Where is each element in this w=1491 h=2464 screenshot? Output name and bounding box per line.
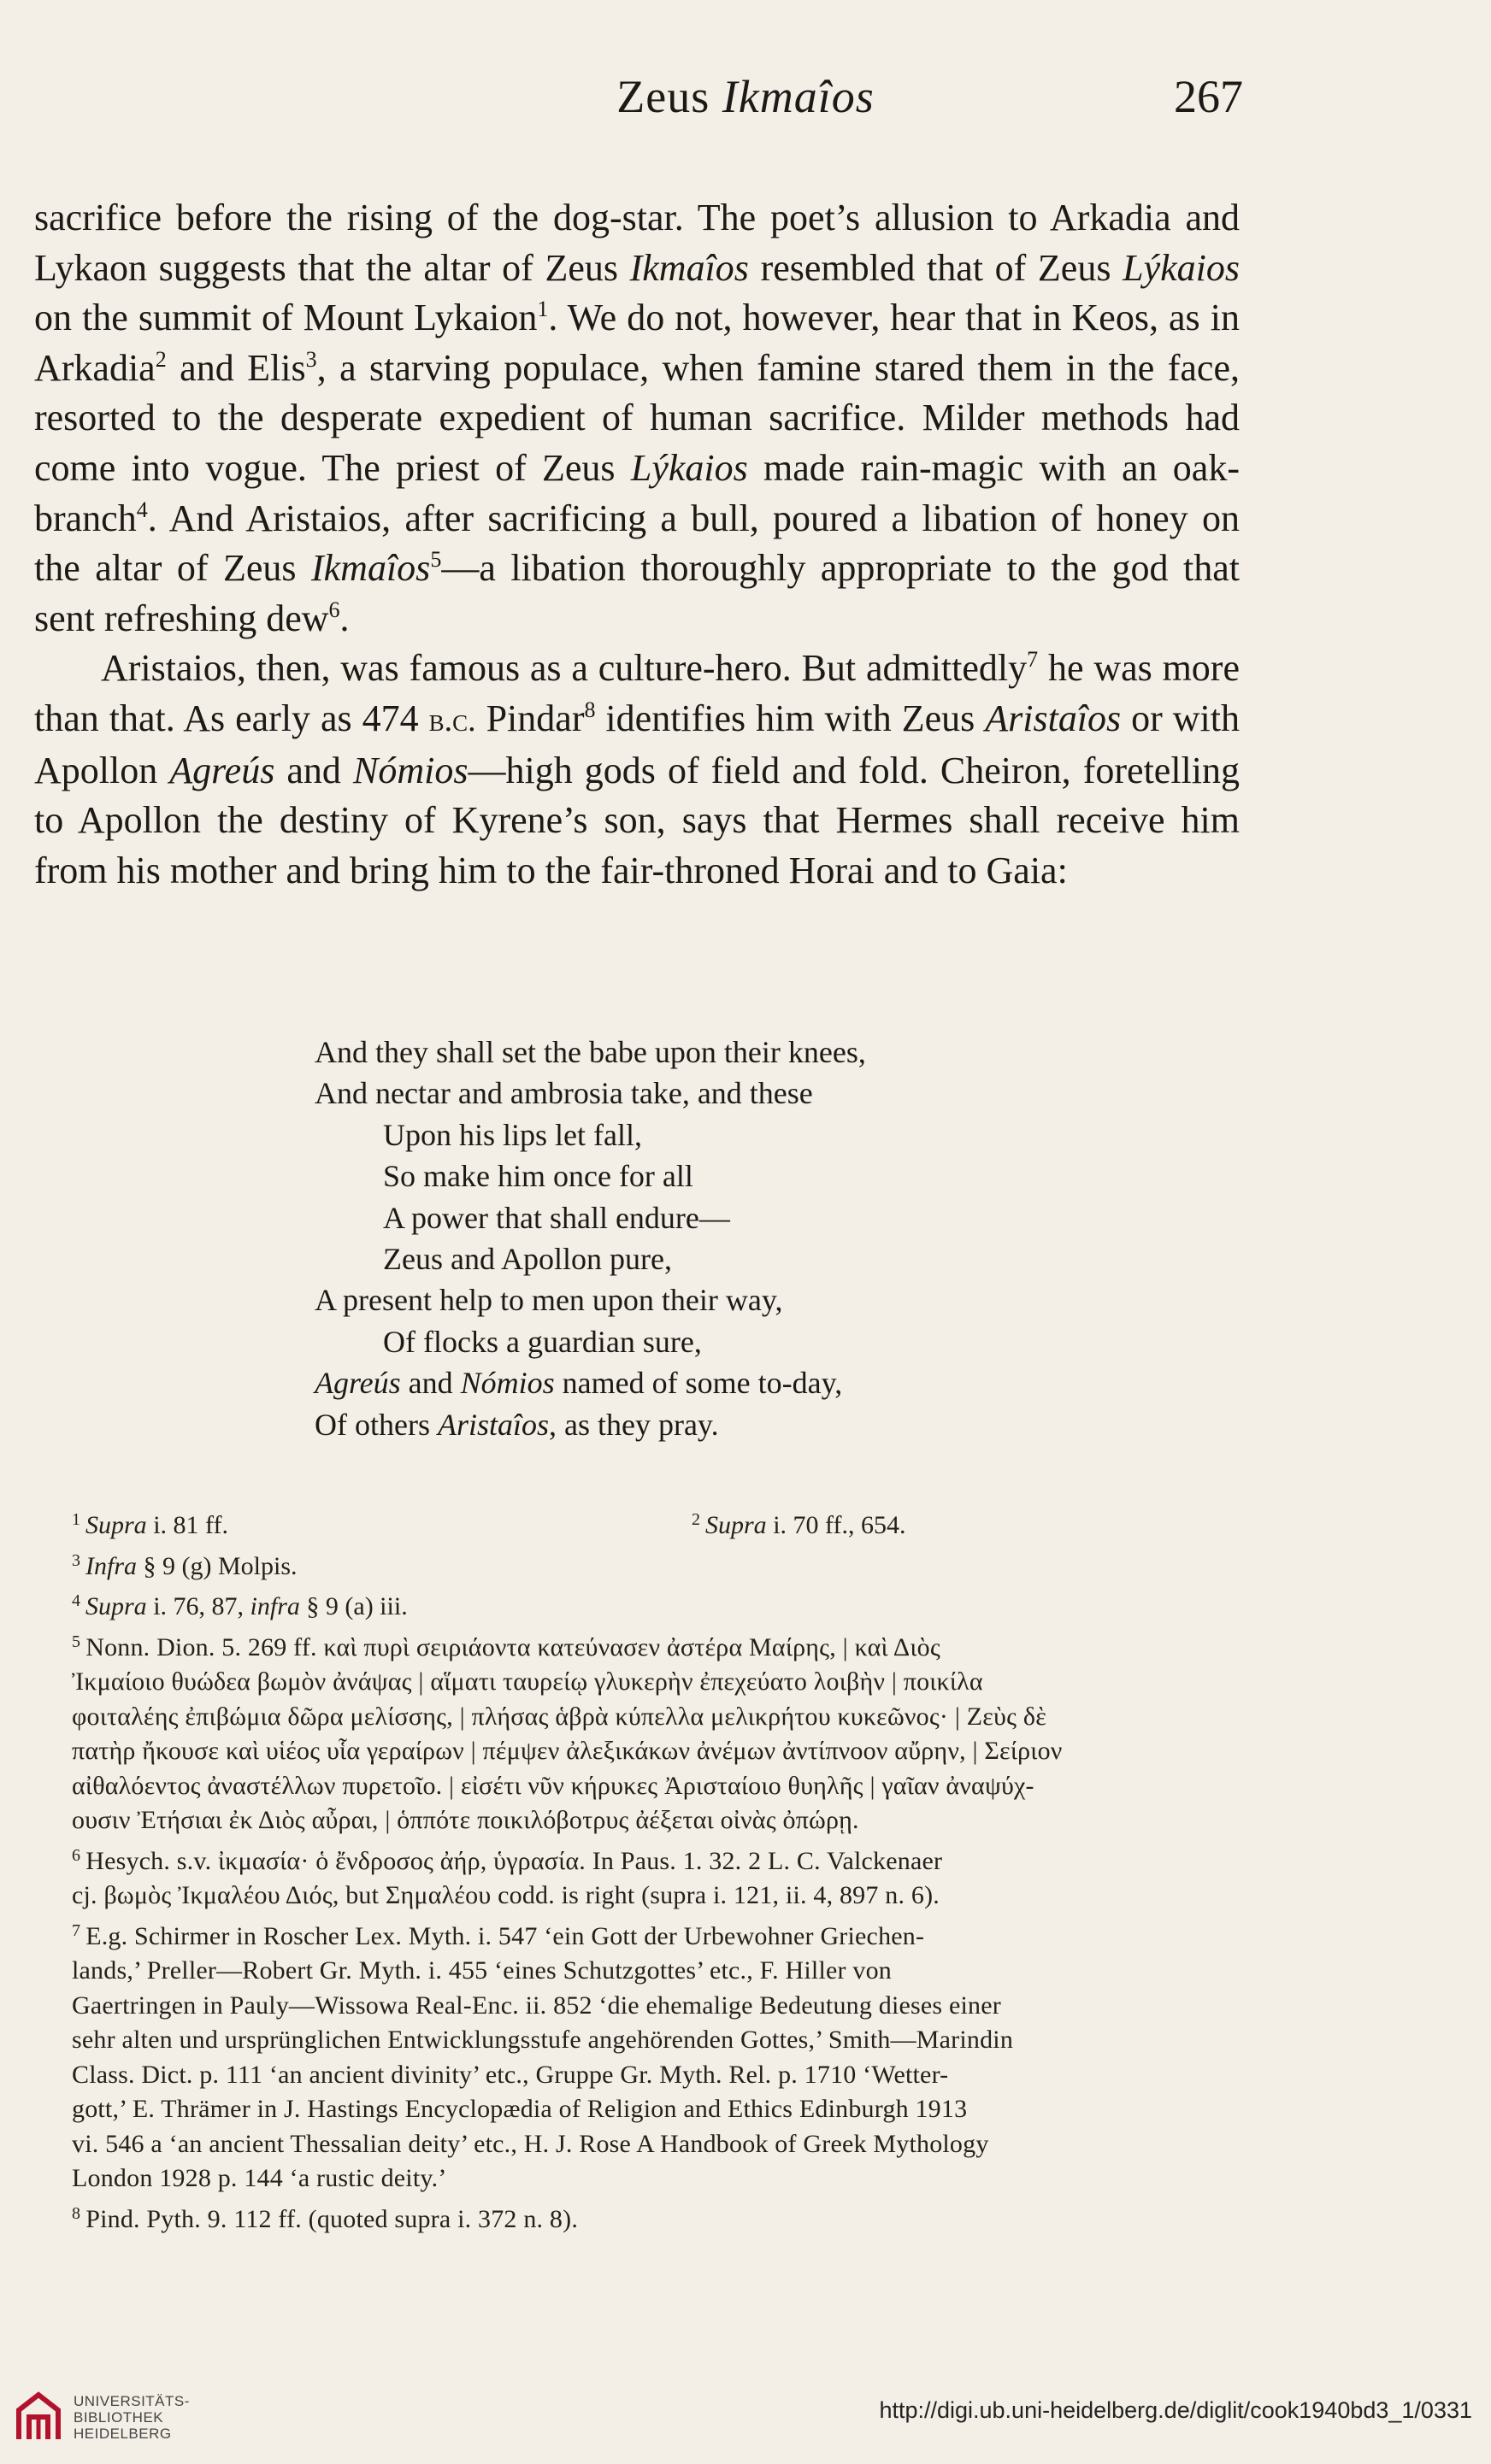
- italic-term: Agreús: [169, 749, 275, 791]
- poem-text: Of others: [315, 1407, 438, 1442]
- source-url[interactable]: http://digi.ub.uni-heidelberg.de/diglit/cook1940bd3_1/0331: [879, 2397, 1472, 2423]
- text-run: identifies him with Zeus: [595, 697, 986, 739]
- text-run: , a starving populace, when famine stared them in the face, resorted to the desperate expedient of human sacrifice. Milder methods had come into vogue. The priest of Zeus: [34, 346, 1240, 489]
- small-caps-text: b.c.: [428, 702, 476, 738]
- footnote-line: [72, 2127, 1247, 2162]
- footnote-text: Hesych. s.v. ἰκμασία· ὁ ἔνδροσος ἀήρ, ὑγρασία. In Paus. 1. 32. 2 L. C. Valckenaer: [85, 1846, 943, 1875]
- paragraph-2: [34, 644, 1240, 896]
- italic-term: Lýkaios: [630, 446, 748, 489]
- text-run: made rain-magic with an oak-branch: [34, 446, 1240, 539]
- footnote-line: [72, 1989, 1247, 2024]
- footnote-ref: Supra: [85, 1511, 147, 1539]
- footnote-ref: Supra: [705, 1511, 767, 1539]
- footnote-line: [72, 1954, 1247, 1989]
- footnote-line: [72, 2196, 1247, 2238]
- footnote-marker: 1: [537, 297, 549, 322]
- footnote-4: [72, 1584, 1247, 1625]
- poem-line: Upon his lips let fall,: [383, 1117, 642, 1152]
- text-run: . And Aristaios, after sacrificing a bull, poured a libation of honey on the altar of Zeus: [34, 497, 1240, 590]
- footnote-7: [72, 1914, 1247, 2196]
- paragraph-1: [34, 193, 1240, 644]
- footnote-text: i. 76, 87,: [146, 1592, 250, 1620]
- text-run: —high gods of field and fold. Cheiron, foretelling to Apollon the destiny of Kyrene’s son, says that Hermes shall receive him from his mother and bring him to the fair-throned Horai and to Gaia:: [34, 749, 1240, 891]
- poem-line: [315, 1362, 1084, 1403]
- text-run: .: [339, 597, 350, 639]
- italic-term: Aristaîos: [985, 697, 1122, 739]
- footnote-line: [72, 1625, 1247, 1666]
- italic-term: Ikmaîos: [629, 246, 749, 289]
- poem-line: A present help to men upon their way,: [315, 1283, 783, 1318]
- footnote-number: 3: [72, 1550, 80, 1570]
- footnote-text: sehr alten und ursprünglichen Entwicklungsstufe angehörenden Gottes,’ Smith—Marindin: [72, 2026, 1014, 2054]
- footnote-number: 8: [72, 2203, 81, 2223]
- footnote-line: [72, 1803, 1247, 1838]
- text-run: he was more than that. As early as 474: [34, 647, 1240, 739]
- footnote-text: i. 81 ff.: [146, 1511, 228, 1539]
- poem-italic: Nómios: [460, 1366, 555, 1401]
- verse-quotation: [315, 1032, 1084, 1445]
- text-run: . We do not, however, hear that in Keos, as in Arkadia: [34, 297, 1240, 389]
- footnote-number: 6: [72, 1845, 81, 1865]
- footnote-3: [72, 1544, 1247, 1585]
- footnote-1: [72, 1511, 228, 1539]
- footnote-5: [72, 1625, 1247, 1838]
- footnote-ref: infra: [250, 1592, 300, 1620]
- footnote-number: 2: [692, 1510, 700, 1529]
- page-title: [0, 70, 1491, 123]
- footnote-1-2: [72, 1503, 1247, 1544]
- footnote-ref: Infra: [85, 1551, 137, 1580]
- footnote-ref: Supra: [85, 1592, 147, 1620]
- footnote-text: Nonn. Dion. 5. 269 ff. καὶ πυρὶ σειριάοντα κατεύνασεν ἀστέρα Μαίρης, | καὶ Διὸς: [85, 1632, 940, 1661]
- italic-term: Ikmaîos: [311, 547, 431, 590]
- italic-term: Nómios: [353, 749, 469, 791]
- text-run: Pindar: [475, 697, 585, 739]
- footnote-line: [72, 1879, 1247, 1914]
- footnote-marker: 4: [136, 497, 148, 522]
- poem-line: And nectar and ambrosia take, and these: [315, 1076, 813, 1111]
- footnote-text: αἰθαλόεντος ἀναστέλλων πυρετοῖο. | εἰσέτι νῦν κήρυκες Ἀρισταίοιο θυηλῆς | γαῖαν ἀναψύχ-: [72, 1771, 1034, 1800]
- footnote-marker: 3: [305, 346, 317, 372]
- footnote-line: [72, 1914, 1247, 1955]
- poem-line: Zeus and Apollon pure,: [383, 1242, 672, 1277]
- text-run: and Elis: [166, 346, 306, 389]
- library-name-line: HEIDELBERG: [74, 2426, 172, 2442]
- footnote-text: gott,’ E. Thrämer in J. Hastings Encyclopædia of Religion and Ethics Edinburgh 1913: [72, 2095, 968, 2123]
- poem-line: And they shall set the babe upon their knees,: [315, 1035, 866, 1069]
- poem-line: A power that shall endure—: [383, 1200, 730, 1235]
- footnote-line: [72, 2092, 1247, 2127]
- footnote-line: [72, 2058, 1247, 2093]
- footnote-line: [72, 1769, 1247, 1804]
- title-italic: Ikmaîos: [722, 71, 875, 122]
- footnotes: [72, 1503, 1247, 2237]
- poem-text: and: [400, 1366, 461, 1401]
- poem-text: , as they pray.: [549, 1407, 719, 1442]
- footnote-text: London 1928 p. 144 ‘a rustic deity.’: [72, 2164, 447, 2192]
- footnote-text: πατὴρ ἤκουσε καὶ υἱέος υἷα γεραίρων | πέμψεν ἀλεξικάκων ἀνέμων ἀντίπνοον αὔρην, | Σείριον: [72, 1737, 1063, 1765]
- footnote-line: [72, 1665, 1247, 1700]
- text-run: or with Apollon: [34, 697, 1240, 791]
- footnote-6: [72, 1838, 1247, 1914]
- running-head: [0, 70, 1491, 147]
- footnote-line: [72, 1700, 1247, 1735]
- footnote-line: [72, 1838, 1247, 1879]
- poem-italic: Aristaîos: [437, 1407, 549, 1442]
- footnote-text: ουσιν Ἐτήσιαι ἐκ Διὸς αὖραι, | ὁππότε ποικιλόβοτρυς ἀέξεται οἰνὰς ὀπώρῃ.: [72, 1806, 859, 1834]
- footnote-text: φοιταλέης ἐπιβώμια δῶρα μελίσσης, | πλήσας ἁβρὰ κύπελλα μελικρήτου κυκεῶνος· | Ζεὺς δὲ: [72, 1702, 1047, 1731]
- poem-line: [315, 1404, 1084, 1445]
- footnote-8: [72, 2196, 1247, 2238]
- poem-text: named of some to-day,: [554, 1366, 843, 1401]
- footnote-number: 4: [72, 1591, 80, 1610]
- library-name-line: BIBLIOTHEK: [74, 2409, 164, 2426]
- library-logo-icon: [15, 2391, 62, 2443]
- library-name: [74, 2393, 190, 2442]
- footnote-number: 5: [72, 1632, 81, 1651]
- text-run: —a libation thoroughly appropriate to the god that sent refreshing dew: [34, 547, 1240, 639]
- poem-line: Of flocks a guardian sure,: [383, 1324, 702, 1359]
- footnote-line: [72, 1734, 1247, 1769]
- footnote-text: Ἰκμαίοιο θυώδεα βωμὸν ἀνάψας | αἵματι ταυρείῳ γλυκερὴν ἐπεχεύατο λοιβὴν | ποικίλα: [72, 1667, 983, 1696]
- footnote-number: 7: [72, 1920, 81, 1940]
- footnote-2: [692, 1503, 905, 1544]
- text-run: on the summit of Mount Lykaion: [34, 297, 538, 339]
- footnote-text: lands,’ Preller—Robert Gr. Myth. i. 455 ‘eines Schutzgottes’ etc., F. Hiller von: [72, 1956, 892, 1985]
- title-plain: Zeus: [616, 71, 722, 122]
- footnote-marker: 2: [155, 346, 167, 372]
- footer-bar: [0, 2342, 1491, 2464]
- poem-line: So make him once for all: [383, 1159, 693, 1194]
- footnote-text: Gaertringen in Pauly—Wissowa Real-Enc. ii. 852 ‘die ehemalige Bedeutung dieses einer: [72, 1991, 1001, 2020]
- footnote-marker: 7: [1027, 647, 1039, 673]
- footnote-line: [72, 2161, 1247, 2196]
- footnote-text: cj. βωμὸς Ἰκμαλέου Διός, but Σημαλέου codd. is right (supra i. 121, ii. 4, 897 n. 6).: [72, 1881, 940, 1909]
- footnote-text: § 9 (g) Molpis.: [137, 1551, 298, 1580]
- footnote-marker: 5: [430, 547, 442, 573]
- text-run: sacrifice before the rising of the dog-star. The poet’s allusion to Arkadia and Lykaon suggests that the altar of Zeus: [34, 197, 1240, 289]
- italic-term: Lýkaios: [1123, 246, 1240, 289]
- text-run: resembled that of Zeus: [748, 246, 1123, 289]
- footnote-text: Class. Dict. p. 111 ‘an ancient divinity’ etc., Gruppe Gr. Myth. Rel. p. 1710 ‘Wetter-: [72, 2060, 949, 2089]
- main-text: [34, 193, 1240, 896]
- footnote-text: E.g. Schirmer in Roscher Lex. Myth. i. 547 ‘ein Gott der Urbewohner Griechen-: [85, 1921, 925, 1950]
- footnote-marker: 8: [584, 697, 596, 722]
- footnote-text: § 9 (a) iii.: [299, 1592, 408, 1620]
- footnote-number: 1: [72, 1510, 80, 1529]
- footnote-text: vi. 546 a ‘an ancient Thessalian deity’ etc., H. J. Rose A Handbook of Greek Mythology: [72, 2129, 989, 2158]
- footnote-text: Pind. Pyth. 9. 112 ff. (quoted supra i. 372 n. 8).: [85, 2204, 579, 2233]
- footnote-marker: 6: [328, 597, 340, 622]
- library-name-line: UNIVERSITÄTS-: [74, 2393, 190, 2409]
- footnote-line: [72, 2023, 1247, 2058]
- poem-italic: Agreús: [315, 1366, 401, 1401]
- text-run: and: [274, 749, 353, 791]
- page-number: 267: [1174, 71, 1243, 122]
- text-run: Aristaios, then, was famous as a culture-hero. But admittedly: [101, 647, 1028, 690]
- footnote-text: i. 70 ff., 654.: [766, 1511, 906, 1539]
